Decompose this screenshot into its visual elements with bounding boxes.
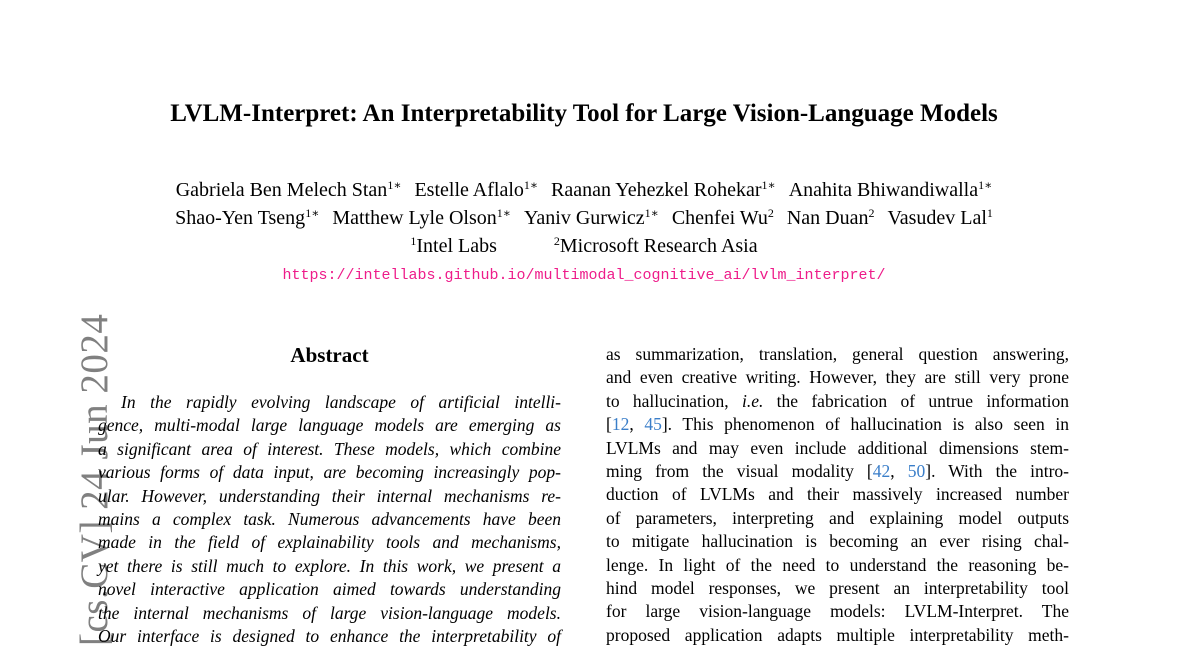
body-line: to hallucination, i.e. the fabrication of untrue information <box>606 390 1069 411</box>
abstract-body <box>98 391 561 648</box>
abstract-heading: Abstract <box>290 343 369 367</box>
body-line: hind model responses, we present an interpretability tool <box>606 578 1069 599</box>
body-line: to mitigate hallucination is becoming an ever rising chal- <box>606 531 1069 552</box>
abstract-line: ular. However, understanding their internal mechanisms re- <box>98 485 561 506</box>
body-line: as summarization, translation, general question answering, <box>606 344 1069 364</box>
author-line-1 <box>0 176 1168 204</box>
affiliation: $^2$Microsoft Research Asia <box>553 234 758 257</box>
body-line: duction of LVLMs and their massively increased number <box>606 484 1069 505</box>
citation-link[interactable]: 12 <box>611 414 630 435</box>
body-line: proposed application adapts multiple interpretability meth- <box>606 624 1069 645</box>
author-line-2 <box>0 204 1168 232</box>
abstract-line: novel interactive application aimed towards understanding <box>98 579 561 600</box>
author: Matthew Lyle Olson$^{1∗}$ <box>332 206 511 229</box>
author: Vasudev Lal$^1$ <box>887 206 993 229</box>
author-block <box>0 176 1168 260</box>
abstract-line: made in the field of explainability tools and mechanisms, <box>98 532 561 553</box>
abstract-line: the internal mechanisms of large vision-language models. <box>98 602 561 623</box>
body-line: LVLMs and may even include additional dimensions stem- <box>606 437 1069 458</box>
arxiv-stamp <box>26 310 116 648</box>
author: Chenfei Wu$^2$ <box>671 206 774 229</box>
author: Yaniv Gurwicz$^{1∗}$ <box>523 206 659 229</box>
body-line: for large vision-language models: LVLM-Interpret. The <box>606 601 1069 622</box>
abstract-line: yet there is still much to explore. In this work, we present a <box>98 555 561 576</box>
project-url-link[interactable]: https://intellabs.github.io/multimodal_cognitive_ai/lvlm_interpret/ <box>282 267 886 284</box>
affiliation-line <box>0 232 1168 260</box>
abstract-line: mains a complex task. Numerous advancements have been <box>98 509 561 530</box>
body-line: and even creative writing. However, they are still very prone <box>606 367 1069 388</box>
author: Estelle Aflalo$^{1∗}$ <box>414 178 539 201</box>
citation-link[interactable]: 42 <box>872 461 891 482</box>
body-line: of parameters, interpreting and explaining model outputs <box>606 507 1069 528</box>
citation-link[interactable]: 50 <box>907 461 926 482</box>
arxiv-stamp-text: [cs.CV] 24 Jun 2024 <box>73 313 116 646</box>
author: Nan Duan$^2$ <box>786 206 875 229</box>
abstract-line: various forms of data input, are becoming increasingly pop- <box>98 462 561 483</box>
abstract-line: gence, multi-modal large language models are emerging as <box>98 415 561 436</box>
affiliation: $^1$Intel Labs <box>410 234 497 257</box>
paper-title: LVLM-Interpret: An Interpretability Tool for Large Vision-Language Models <box>170 100 998 127</box>
body-line: ming from the visual modality [42, 50]. With the intro- <box>606 461 1070 482</box>
body-line: lenge. In light of the need to understand the reasoning be- <box>606 554 1069 575</box>
author: Raanan Yehezkel Rohekar$^{1∗}$ <box>551 178 776 201</box>
body-line: [12, 45]. This phenomenon of hallucination is also seen in <box>606 414 1069 435</box>
introduction-text <box>606 343 1069 647</box>
abstract-line: Our interface is designed to enhance the interpretability of <box>98 626 561 647</box>
author: Shao-Yen Tseng$^{1∗}$ <box>175 206 320 229</box>
abstract-line: In the rapidly evolving landscape of artificial intelli- <box>121 392 561 412</box>
abstract-line: a significant area of interest. These models, which combine <box>98 438 561 459</box>
citation-link[interactable]: 45 <box>644 414 662 435</box>
author: Gabriela Ben Melech Stan$^{1∗}$ <box>175 178 402 201</box>
author: Anahita Bhiwandiwalla$^{1∗}$ <box>788 178 993 201</box>
ie-abbrev: i.e. <box>741 390 764 411</box>
